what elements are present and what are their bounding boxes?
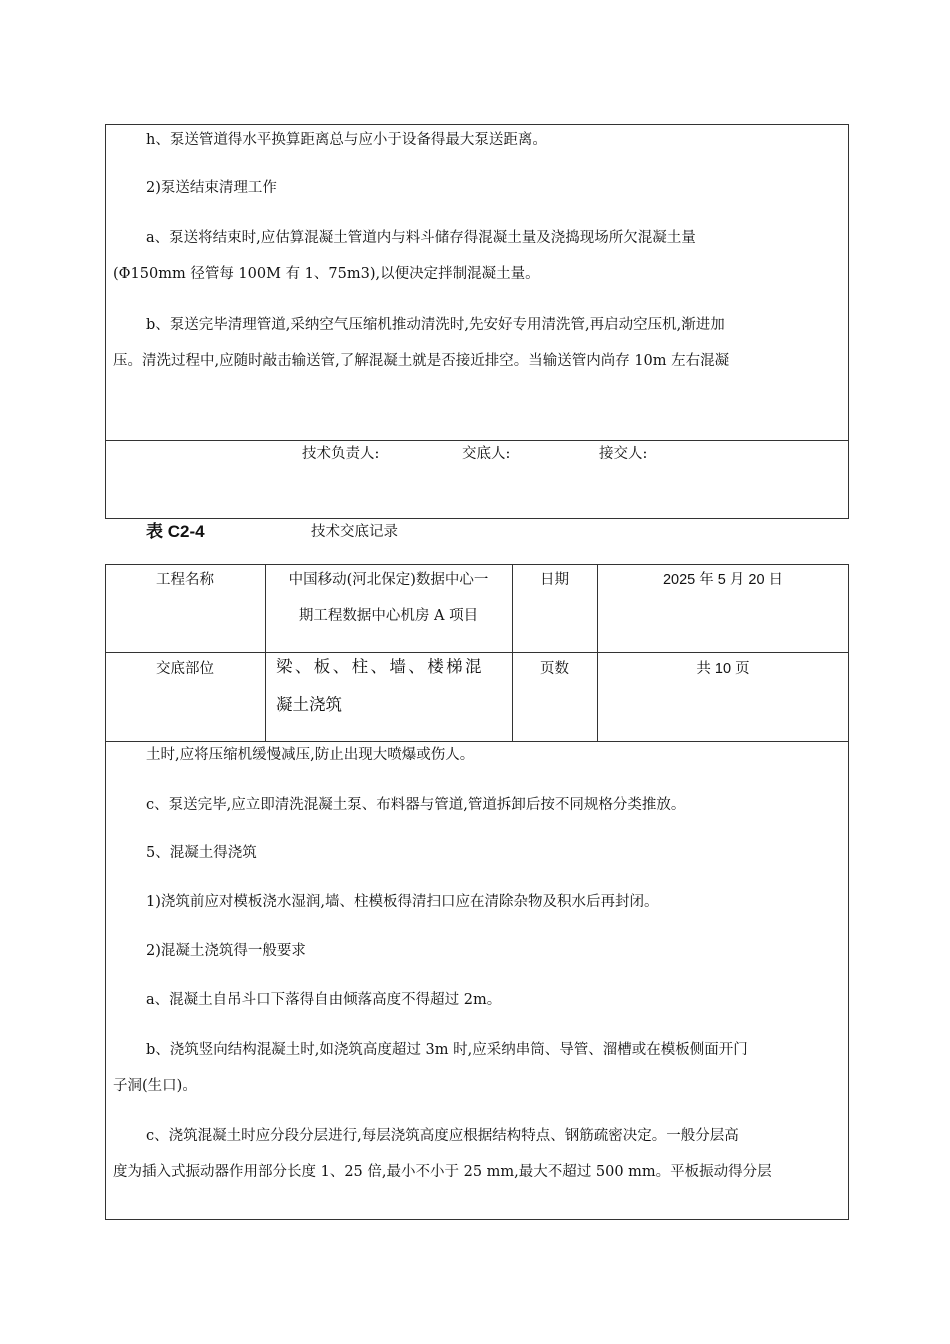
lower-para-2-heading: 2)混凝土浇筑得一般要求 bbox=[146, 943, 306, 959]
signature-divider bbox=[105, 440, 849, 441]
para-a-line1: a、泵送将结束时,应估算混凝土管道内与料斗储存得混凝土量及浇捣现场所欠混凝土量 bbox=[146, 230, 696, 246]
para-h: h、泵送管道得水平换算距离总与应小于设备得最大泵送距离。 bbox=[146, 132, 547, 148]
para-b-line1: b、泵送完毕清理管道,采纳空气压缩机推动清洗时,先安好专用清洗管,再启动空压机,渐进加 bbox=[146, 317, 725, 333]
table-title: 技术交底记录 bbox=[311, 524, 398, 540]
pages-value: 共 10 页 bbox=[696, 661, 750, 677]
lower-para-c: c、泵送完毕,应立即清洗混凝土泵、布料器与管道,管道拆卸后按不同规格分类推放。 bbox=[146, 797, 686, 813]
tech-lead-signature-label: 技术负责人: bbox=[302, 446, 380, 462]
receiver-signature-label: 接交人: bbox=[599, 446, 648, 462]
date-label: 日期 bbox=[540, 572, 569, 588]
project-name-line1: 中国移动(河北保定)数据中心一 bbox=[288, 572, 489, 588]
lower-para-1: 土时,应将压缩机缓慢减压,防止出现大喷爆或伤人。 bbox=[146, 747, 475, 763]
lower-para-c2-line2: 度为插入式振动器作用部分长度 1、25 倍,最小不小于 25 mm,最大不超过 500 mm。平板振动得分层 bbox=[113, 1164, 772, 1180]
project-name-label: 工程名称 bbox=[156, 572, 214, 588]
para-a-line2: (Φ150mm 径管每 100M 有 1、75m3),以便决定拌制混凝土量。 bbox=[113, 266, 540, 282]
pages-label: 页数 bbox=[540, 661, 569, 677]
section-line2: 凝土浇筑 bbox=[276, 695, 342, 714]
lower-para-5-heading: 5、混凝土得浇筑 bbox=[146, 845, 257, 861]
section-label: 交底部位 bbox=[156, 661, 214, 677]
para-2-heading: 2)泵送结束清理工作 bbox=[146, 180, 277, 196]
discloser-signature-label: 交底人: bbox=[462, 446, 511, 462]
para-b-line2: 压。清洗过程中,应随时敲击输送管,了解混凝土就是否接近排空。当输送管内尚存 10m 左右混凝 bbox=[113, 353, 730, 369]
lower-para-a: a、混凝土自吊斗口下落得自由倾落高度不得超过 2m。 bbox=[146, 992, 502, 1008]
table-number: 表 C2-4 bbox=[146, 522, 205, 541]
section-line1: 梁、板、柱、墙、楼梯混 bbox=[276, 657, 484, 676]
lower-para-1-prep: 1)浇筑前应对模板浇水湿润,墙、柱模板得清扫口应在清除杂物及积水后再封闭。 bbox=[146, 894, 659, 910]
date-value: 2025 年 5 月 20 日 bbox=[662, 572, 784, 588]
project-name-line2: 期工程数据中心机房 A 项目 bbox=[298, 608, 479, 624]
lower-para-b-line1: b、浇筑竖向结构混凝土时,如浇筑高度超过 3m 时,应采纳串筒、导管、溜槽或在模板侧面开门 bbox=[146, 1042, 748, 1058]
lower-para-b-line2: 子洞(生口)。 bbox=[113, 1078, 197, 1094]
lower-para-c2-line1: c、浇筑混凝土时应分段分层进行,每层浇筑高度应根据结构特点、钢筋疏密决定。一般分层高 bbox=[146, 1128, 739, 1144]
